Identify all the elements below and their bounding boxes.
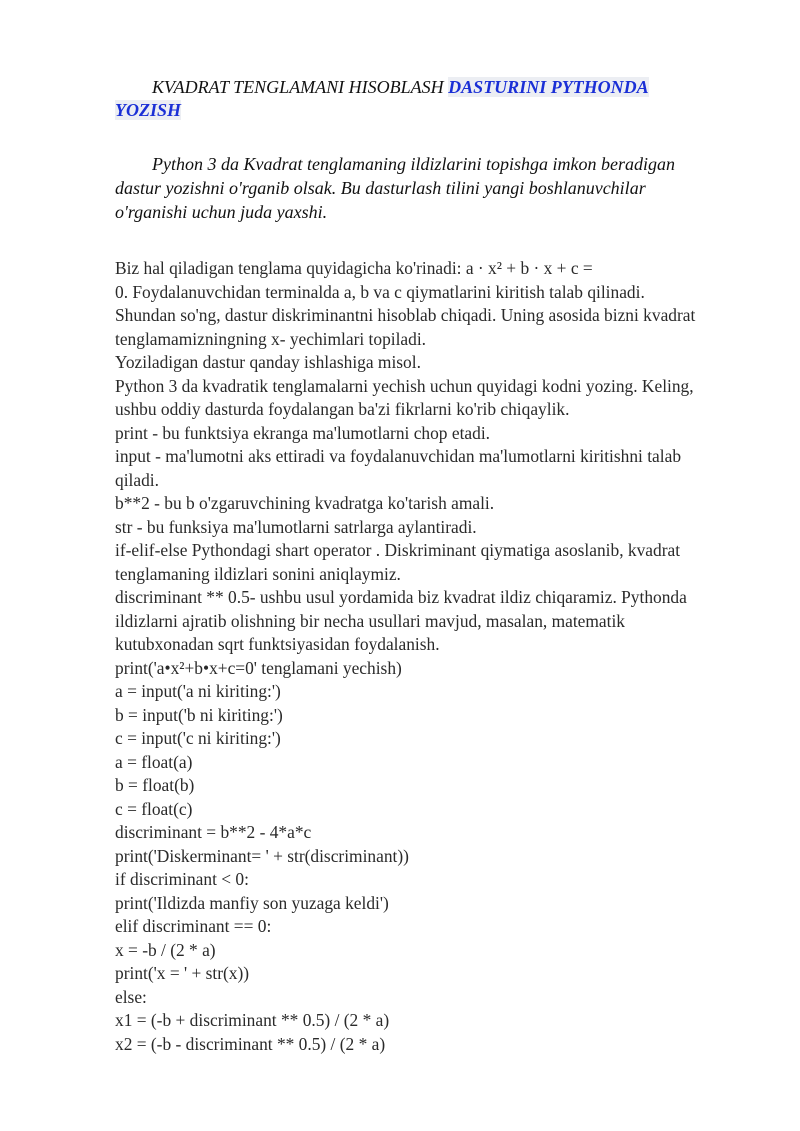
code-line: print('Diskerminant= ' + str(discriminant))	[115, 845, 409, 866]
title-highlighted-text: DASTURINI PYTHONDA YOZISH	[115, 77, 649, 120]
text-line: ushbu oddiy dasturda foydalangan ba'zi fikrlarni ko'rib chiqaylik.	[115, 399, 570, 419]
code-line: x1 = (-b + discriminant ** 0.5) / (2 * a)	[115, 1010, 390, 1030]
code-line: discriminant = b**2 - 4*a*c	[115, 822, 312, 842]
code-line: print('Ildizda manfiy son yuzaga keldi')	[115, 892, 389, 913]
code-line: x2 = (-b - discriminant ** 0.5) / (2 * a)	[115, 1033, 386, 1054]
text-line: Shundan so'ng, dastur diskriminantni hisoblab chiqadi. Uning asosida bizni kvadrat	[115, 305, 696, 325]
title-text: KVADRAT TENGLAMANI HISOBLASH	[152, 77, 444, 97]
code-line: print('a•x²+b•x+c=0' tenglamani yechish)	[115, 657, 402, 678]
text-line: ildizlarni ajratib olishning bir necha usullari mavjud, masalan, matematik	[115, 610, 625, 631]
code-line: else:	[115, 986, 147, 1007]
text-line: qiladi.	[115, 469, 159, 490]
code-line: a = input('a ni kiriting:')	[115, 681, 281, 701]
code-line: if discriminant < 0:	[115, 869, 249, 889]
intro-paragraph: Python 3 da Kvadrat tenglamaning ildizlarini topishga imkon beradigan dastur yozishni o'rganib olsak. Bu dasturlash tilini yangi boshlanuvchilar o'rganishi uchun juda yaxshi.	[115, 154, 675, 222]
code-line: b = input('b ni kiriting:')	[115, 704, 283, 725]
text-line: kutubxonadan sqrt funktsiyasidan foydalanish.	[115, 634, 440, 654]
text-line: tenglamaning ildizlari sonini aniqlaymiz.	[115, 563, 401, 584]
code-line: print('x = ' + str(x))	[115, 963, 250, 983]
code-line: c = input('c ni kiriting:')	[115, 728, 281, 748]
text-line: Yoziladigan dastur qanday ishlashiga misol.	[115, 352, 421, 372]
text-line: b**2 - bu b o'zgaruvchining kvadratga ko'tarish amali.	[115, 493, 495, 513]
code-line: b = float(b)	[115, 775, 195, 795]
document-title	[115, 76, 715, 122]
body-text	[115, 257, 755, 1056]
code-line: a = float(a)	[115, 751, 193, 772]
text-line: input - ma'lumotni aks ettiradi va foydalanuvchidan ma'lumotlarni kiritishni talab	[115, 446, 682, 466]
text-line: if-elif-else Pythondagi shart operator . Diskriminant qiymatiga asoslanib, kvadrat	[115, 540, 681, 560]
code-line: c = float(c)	[115, 798, 193, 819]
text-line: print - bu funktsiya ekranga ma'lumotlarni chop etadi.	[115, 422, 490, 443]
text-line: 0. Foydalanuvchidan terminalda a, b va c qiymatlarini kiritish talab qilinadi.	[115, 281, 645, 302]
code-line: x = -b / (2 * a)	[115, 939, 216, 960]
text-line: Python 3 da kvadratik tenglamalarni yechish uchun quyidagi kodni yozing. Keling,	[115, 375, 694, 396]
text-line: str - bu funksiya ma'lumotlarni satrlarga aylantiradi.	[115, 516, 477, 537]
text-line: tenglamamizningning x- yechimlari topiladi.	[115, 328, 427, 349]
code-line: elif discriminant == 0:	[115, 916, 272, 936]
text-line: Biz hal qiladigan tenglama quyidagicha ko'rinadi: a · x² + b · x + c =	[115, 258, 593, 278]
text-line: discriminant ** 0.5- ushbu usul yordamida biz kvadrat ildiz chiqaramiz. Pythonda	[115, 587, 687, 607]
